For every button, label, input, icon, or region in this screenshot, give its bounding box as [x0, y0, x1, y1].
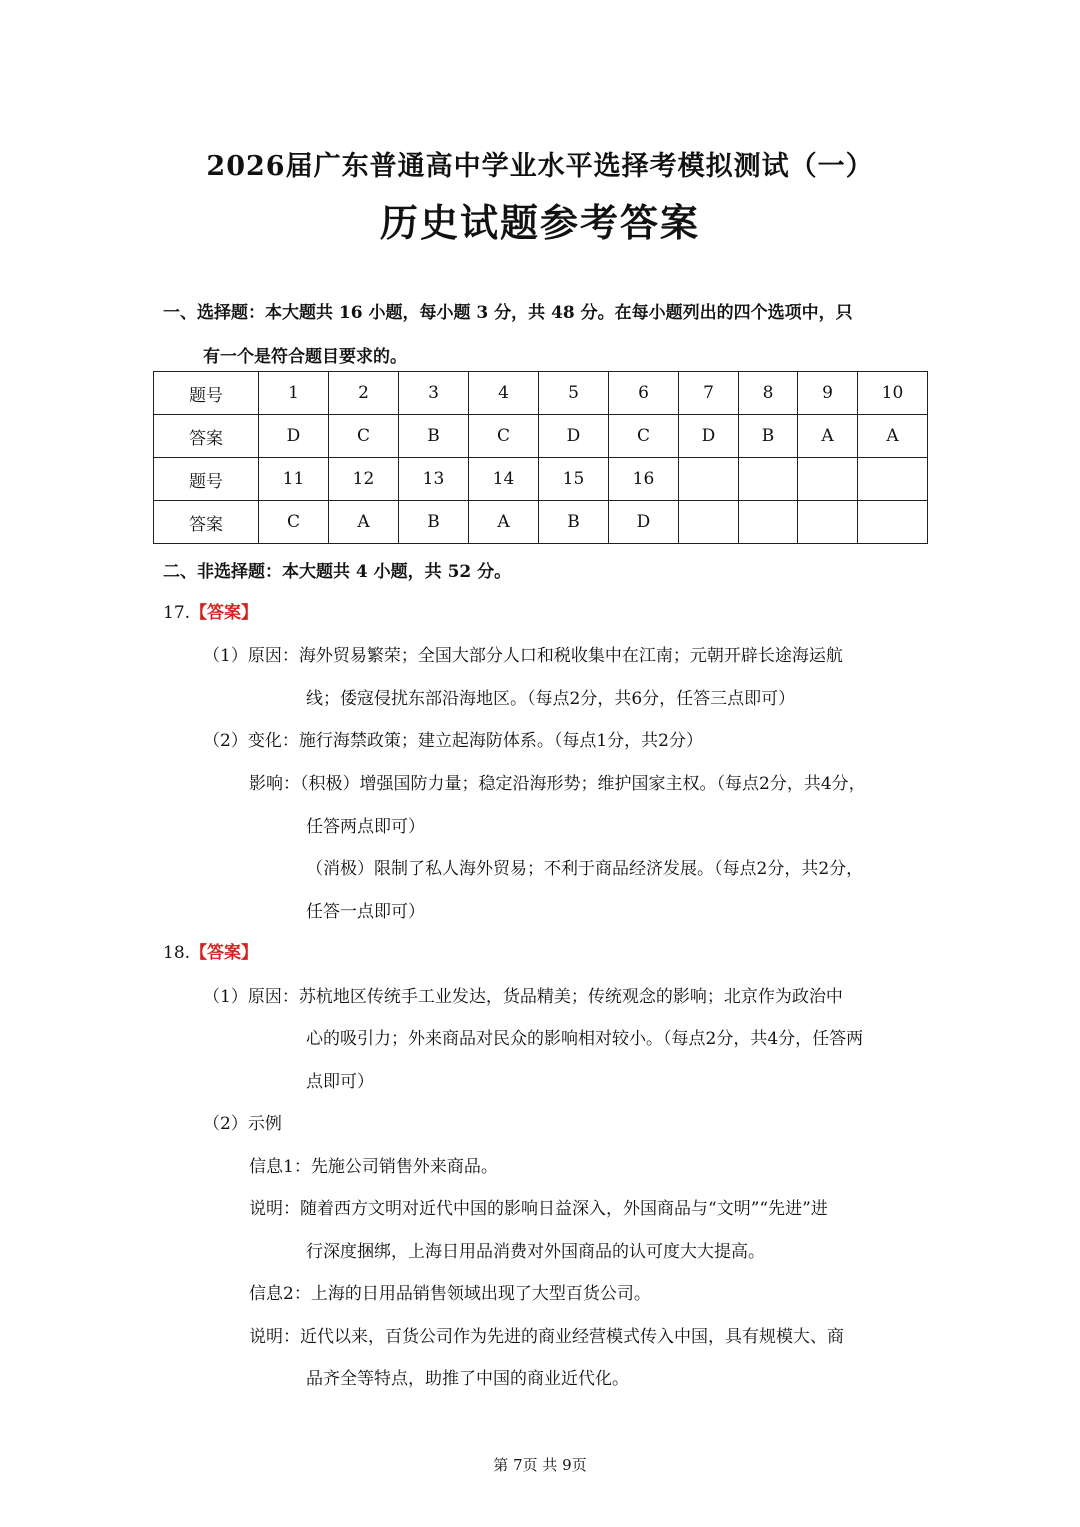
table-cell: C: [259, 501, 329, 544]
table-cell: C: [609, 415, 679, 458]
table-cell: 16: [609, 458, 679, 501]
table-cell: 6: [609, 372, 679, 415]
table-cell: 11: [259, 458, 329, 501]
table-row-header: 题号: [154, 458, 259, 501]
table-cell: 10: [858, 372, 928, 415]
table-cell: 4: [469, 372, 539, 415]
table-cell: 14: [469, 458, 539, 501]
q18-info2: 信息2：上海的日用品销售领域出现了大型百货公司。: [249, 1284, 651, 1304]
table-cell: [858, 501, 928, 544]
q17-p3-cont2: （消极）限制了私人海外贸易；不利于商品经济发展。（每点2分，共2分，: [306, 859, 864, 879]
q18-expl1: [249, 1194, 828, 1219]
table-cell: 9: [798, 372, 858, 415]
table-cell: 8: [739, 372, 798, 415]
table-cell: [798, 458, 858, 501]
q18-expl2-label: 说明：: [249, 1327, 300, 1347]
q17-p3-label: 影响：: [249, 774, 300, 794]
q17-p3-text: （积极）增强国防力量；稳定沿海形势；维护国家主权。（每点2分，共4分，: [300, 774, 866, 794]
table-cell: [739, 501, 798, 544]
table-row: [154, 458, 928, 501]
table-cell: 7: [679, 372, 739, 415]
table-row: [154, 415, 928, 458]
table-cell: B: [739, 415, 798, 458]
page-number: 第 7页 共 9页: [493, 1456, 587, 1474]
table-cell: 5: [539, 372, 609, 415]
q17-p1-text: 海外贸易繁荣；全国大部分人口和税收集中在江南；元朝开辟长途海运航: [298, 646, 843, 666]
section2-heading: 二、非选择题：本大题共 4 小题，共 52 分。: [163, 562, 512, 582]
table-row-header: 答案: [154, 415, 259, 458]
q18-expl2-text: 近代以来，百货公司作为先进的商业经营模式传入中国，具有规模大、商: [300, 1327, 844, 1347]
table-cell: [679, 501, 739, 544]
q17-p3-cont3: 任答一点即可）: [306, 902, 425, 922]
answer-table: [153, 371, 928, 544]
table-cell: A: [858, 415, 928, 458]
q18-expl1-cont: 行深度捆绑，上海日用品消费对外国商品的认可度大大提高。: [306, 1242, 765, 1262]
q18-p1: [203, 982, 843, 1007]
table-cell: C: [329, 415, 399, 458]
q18-p2-label: （2）示例: [203, 1114, 282, 1134]
table-row-header: 答案: [154, 501, 259, 544]
table-cell: C: [469, 415, 539, 458]
table-cell: A: [798, 415, 858, 458]
table-cell: D: [539, 415, 609, 458]
q17-p2-text: 施行海禁政策；建立起海防体系。（每点1分，共2分）: [298, 731, 703, 751]
q18-answer-tag: 【答案】: [190, 943, 259, 963]
table-cell: D: [679, 415, 739, 458]
table-cell: 3: [399, 372, 469, 415]
section1-heading: 一、选择题：本大题共 16 小题，每小题 3 分，共 48 分。在每小题列出的四个选项中，只: [163, 303, 853, 323]
table-cell: 12: [329, 458, 399, 501]
q18-expl2: [249, 1322, 844, 1347]
section1-heading-cont: 有一个是符合题目要求的。: [203, 347, 407, 367]
q17-p1: [203, 641, 843, 666]
q18-info1: 信息1：先施公司销售外来商品。: [249, 1157, 498, 1177]
q17-p2: [203, 726, 703, 751]
table-cell: [798, 501, 858, 544]
table-cell: 15: [539, 458, 609, 501]
q17-p3-cont1: 任答两点即可）: [306, 817, 425, 837]
table-cell: D: [259, 415, 329, 458]
table-cell: [858, 458, 928, 501]
exam-title: 2026届广东普通高中学业水平选择考模拟测试（一）: [206, 151, 874, 182]
q18-expl1-text: 随着西方文明对近代中国的影响日益深入，外国商品与“文明”“先进”进: [300, 1199, 828, 1219]
q18-p1-cont2: 点即可）: [306, 1072, 374, 1092]
table-cell: 2: [329, 372, 399, 415]
table-row-header: 题号: [154, 372, 259, 415]
table-row: [154, 501, 928, 544]
q18-expl2-cont: 品齐全等特点，助推了中国的商业近代化。: [306, 1369, 629, 1389]
table-cell: 1: [259, 372, 329, 415]
table-cell: B: [399, 501, 469, 544]
table-row: [154, 372, 928, 415]
q18-p1-text: 苏杭地区传统手工业发达，货品精美；传统观念的影响；北京作为政治中: [298, 987, 843, 1007]
table-cell: A: [469, 501, 539, 544]
answer-key-title: 历史试题参考答案: [379, 201, 700, 245]
q18-number: 18.: [163, 943, 191, 963]
q17-p3: [249, 769, 866, 794]
table-cell: [739, 458, 798, 501]
q17-number: 17.: [163, 603, 191, 623]
q18-header: [163, 938, 258, 963]
q18-p1-label: （1）原因：: [203, 987, 299, 1007]
q17-p1-label: （1）原因：: [203, 646, 299, 666]
table-cell: 13: [399, 458, 469, 501]
table-cell: D: [609, 501, 679, 544]
table-cell: A: [329, 501, 399, 544]
q17-answer-tag: 【答案】: [190, 603, 259, 623]
q17-p1-cont: 线；倭寇侵扰东部沿海地区。（每点2分，共6分，任答三点即可）: [306, 689, 796, 709]
q18-expl1-label: 说明：: [249, 1199, 300, 1219]
q17-p2-label: （2）变化：: [203, 731, 299, 751]
table-cell: [679, 458, 739, 501]
q17-header: [163, 598, 258, 623]
table-cell: B: [399, 415, 469, 458]
q18-p1-cont1: 心的吸引力；外来商品对民众的影响相对较小。（每点2分，共4分，任答两: [306, 1029, 864, 1049]
table-cell: B: [539, 501, 609, 544]
